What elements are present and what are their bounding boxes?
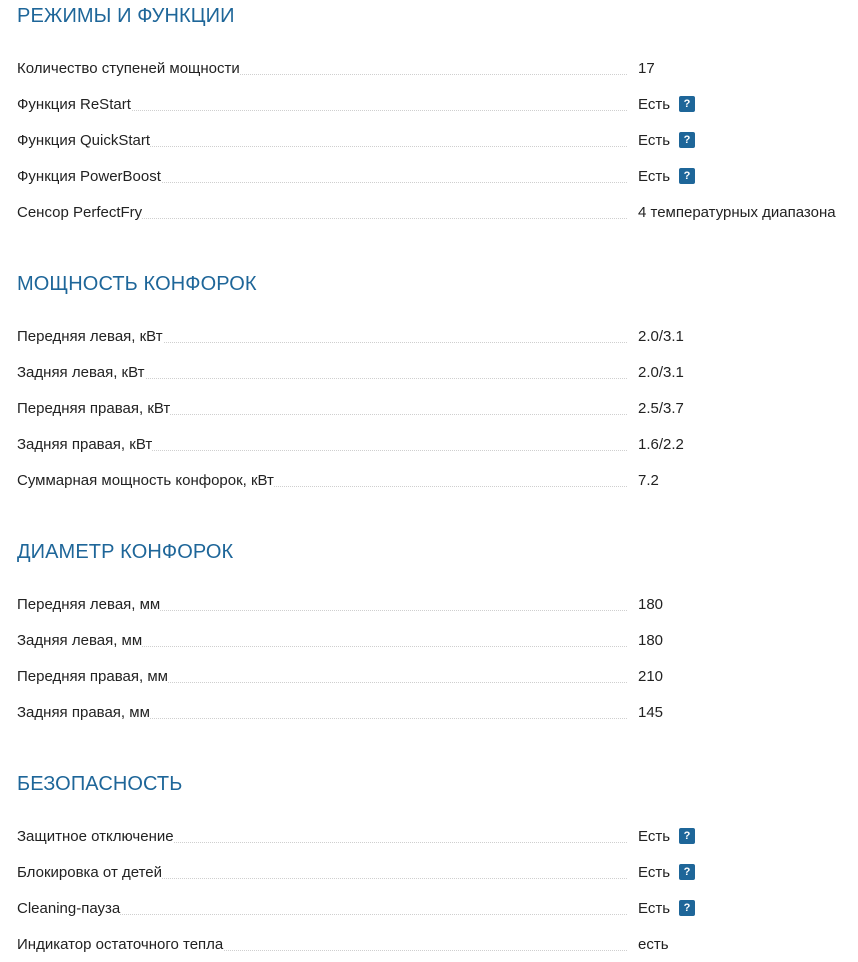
spec-label: Передняя правая, кВт <box>17 399 171 417</box>
spec-label: Блокировка от детей <box>17 863 163 881</box>
spec-value: 180 <box>638 595 664 613</box>
spec-value: 17 <box>638 59 655 77</box>
spec-value: 180 <box>638 631 664 649</box>
section-modes-functions <box>17 0 858 230</box>
spec-label: Функция ReStart <box>17 95 131 113</box>
spec-label: Задняя правая, мм <box>17 703 150 721</box>
spec-label: Индикатор остаточного тепла <box>17 935 224 953</box>
spec-row <box>17 390 858 426</box>
spec-value: 1.6/2.2 <box>638 435 684 453</box>
question-icon[interactable]: ? <box>679 132 695 148</box>
spec-row <box>17 622 858 658</box>
spec-value: 2.0/3.1 <box>638 327 684 345</box>
question-icon[interactable]: ? <box>679 168 695 184</box>
spec-row <box>17 158 858 194</box>
section-safety <box>17 768 858 962</box>
spec-value: Есть <box>638 131 671 149</box>
spec-label: Передняя правая, мм <box>17 667 168 685</box>
spec-row <box>17 194 858 230</box>
spec-value: Есть <box>638 899 671 917</box>
spec-label: Функция PowerBoost <box>17 167 161 185</box>
spec-value: Есть <box>638 167 671 185</box>
spec-label: Передняя левая, мм <box>17 595 161 613</box>
spec-list <box>17 318 858 498</box>
spec-value: 4 температурных диапазона <box>638 203 836 221</box>
spec-row <box>17 50 858 86</box>
spec-row <box>17 462 858 498</box>
spec-value: 145 <box>638 703 664 721</box>
spec-row <box>17 426 858 462</box>
spec-list <box>17 586 858 730</box>
spec-row <box>17 586 858 622</box>
spec-row <box>17 658 858 694</box>
spec-value: 2.5/3.7 <box>638 399 684 417</box>
section-title: МОЩНОСТЬ КОНФОРОК <box>17 273 257 295</box>
spec-label: Cleaning-пауза <box>17 899 121 917</box>
spec-label: Задняя левая, кВт <box>17 363 145 381</box>
spec-page <box>17 0 858 962</box>
question-icon[interactable]: ? <box>679 96 695 112</box>
section-title: РЕЖИМЫ И ФУНКЦИИ <box>17 5 235 27</box>
spec-row <box>17 318 858 354</box>
spec-row <box>17 122 858 158</box>
spec-row <box>17 818 858 854</box>
spec-label: Количество ступеней мощности <box>17 59 240 77</box>
spec-value: есть <box>638 935 669 953</box>
spec-value: 2.0/3.1 <box>638 363 684 381</box>
spec-row <box>17 86 858 122</box>
spec-value: Есть <box>638 95 671 113</box>
spec-label: Сенсор PerfectFry <box>17 203 143 221</box>
spec-row <box>17 890 858 926</box>
section-title: БЕЗОПАСНОСТЬ <box>17 773 183 795</box>
spec-label: Функция QuickStart <box>17 131 151 149</box>
spec-value: 210 <box>638 667 664 685</box>
spec-value: 7.2 <box>638 471 659 489</box>
spec-value: Есть <box>638 863 671 881</box>
spec-label: Задняя правая, кВт <box>17 435 153 453</box>
section-burner-diameter <box>17 536 858 730</box>
section-burner-power <box>17 268 858 498</box>
spec-row <box>17 354 858 390</box>
section-title: ДИАМЕТР КОНФОРОК <box>17 541 234 563</box>
question-icon[interactable]: ? <box>679 828 695 844</box>
spec-label: Задняя левая, мм <box>17 631 143 649</box>
spec-row <box>17 926 858 962</box>
spec-label: Передняя левая, кВт <box>17 327 163 345</box>
spec-label: Защитное отключение <box>17 827 174 845</box>
spec-row <box>17 694 858 730</box>
spec-list <box>17 50 858 230</box>
spec-value: Есть <box>638 827 671 845</box>
question-icon[interactable]: ? <box>679 900 695 916</box>
spec-list <box>17 818 858 962</box>
question-icon[interactable]: ? <box>679 864 695 880</box>
spec-label: Суммарная мощность конфорок, кВт <box>17 471 274 489</box>
spec-row <box>17 854 858 890</box>
